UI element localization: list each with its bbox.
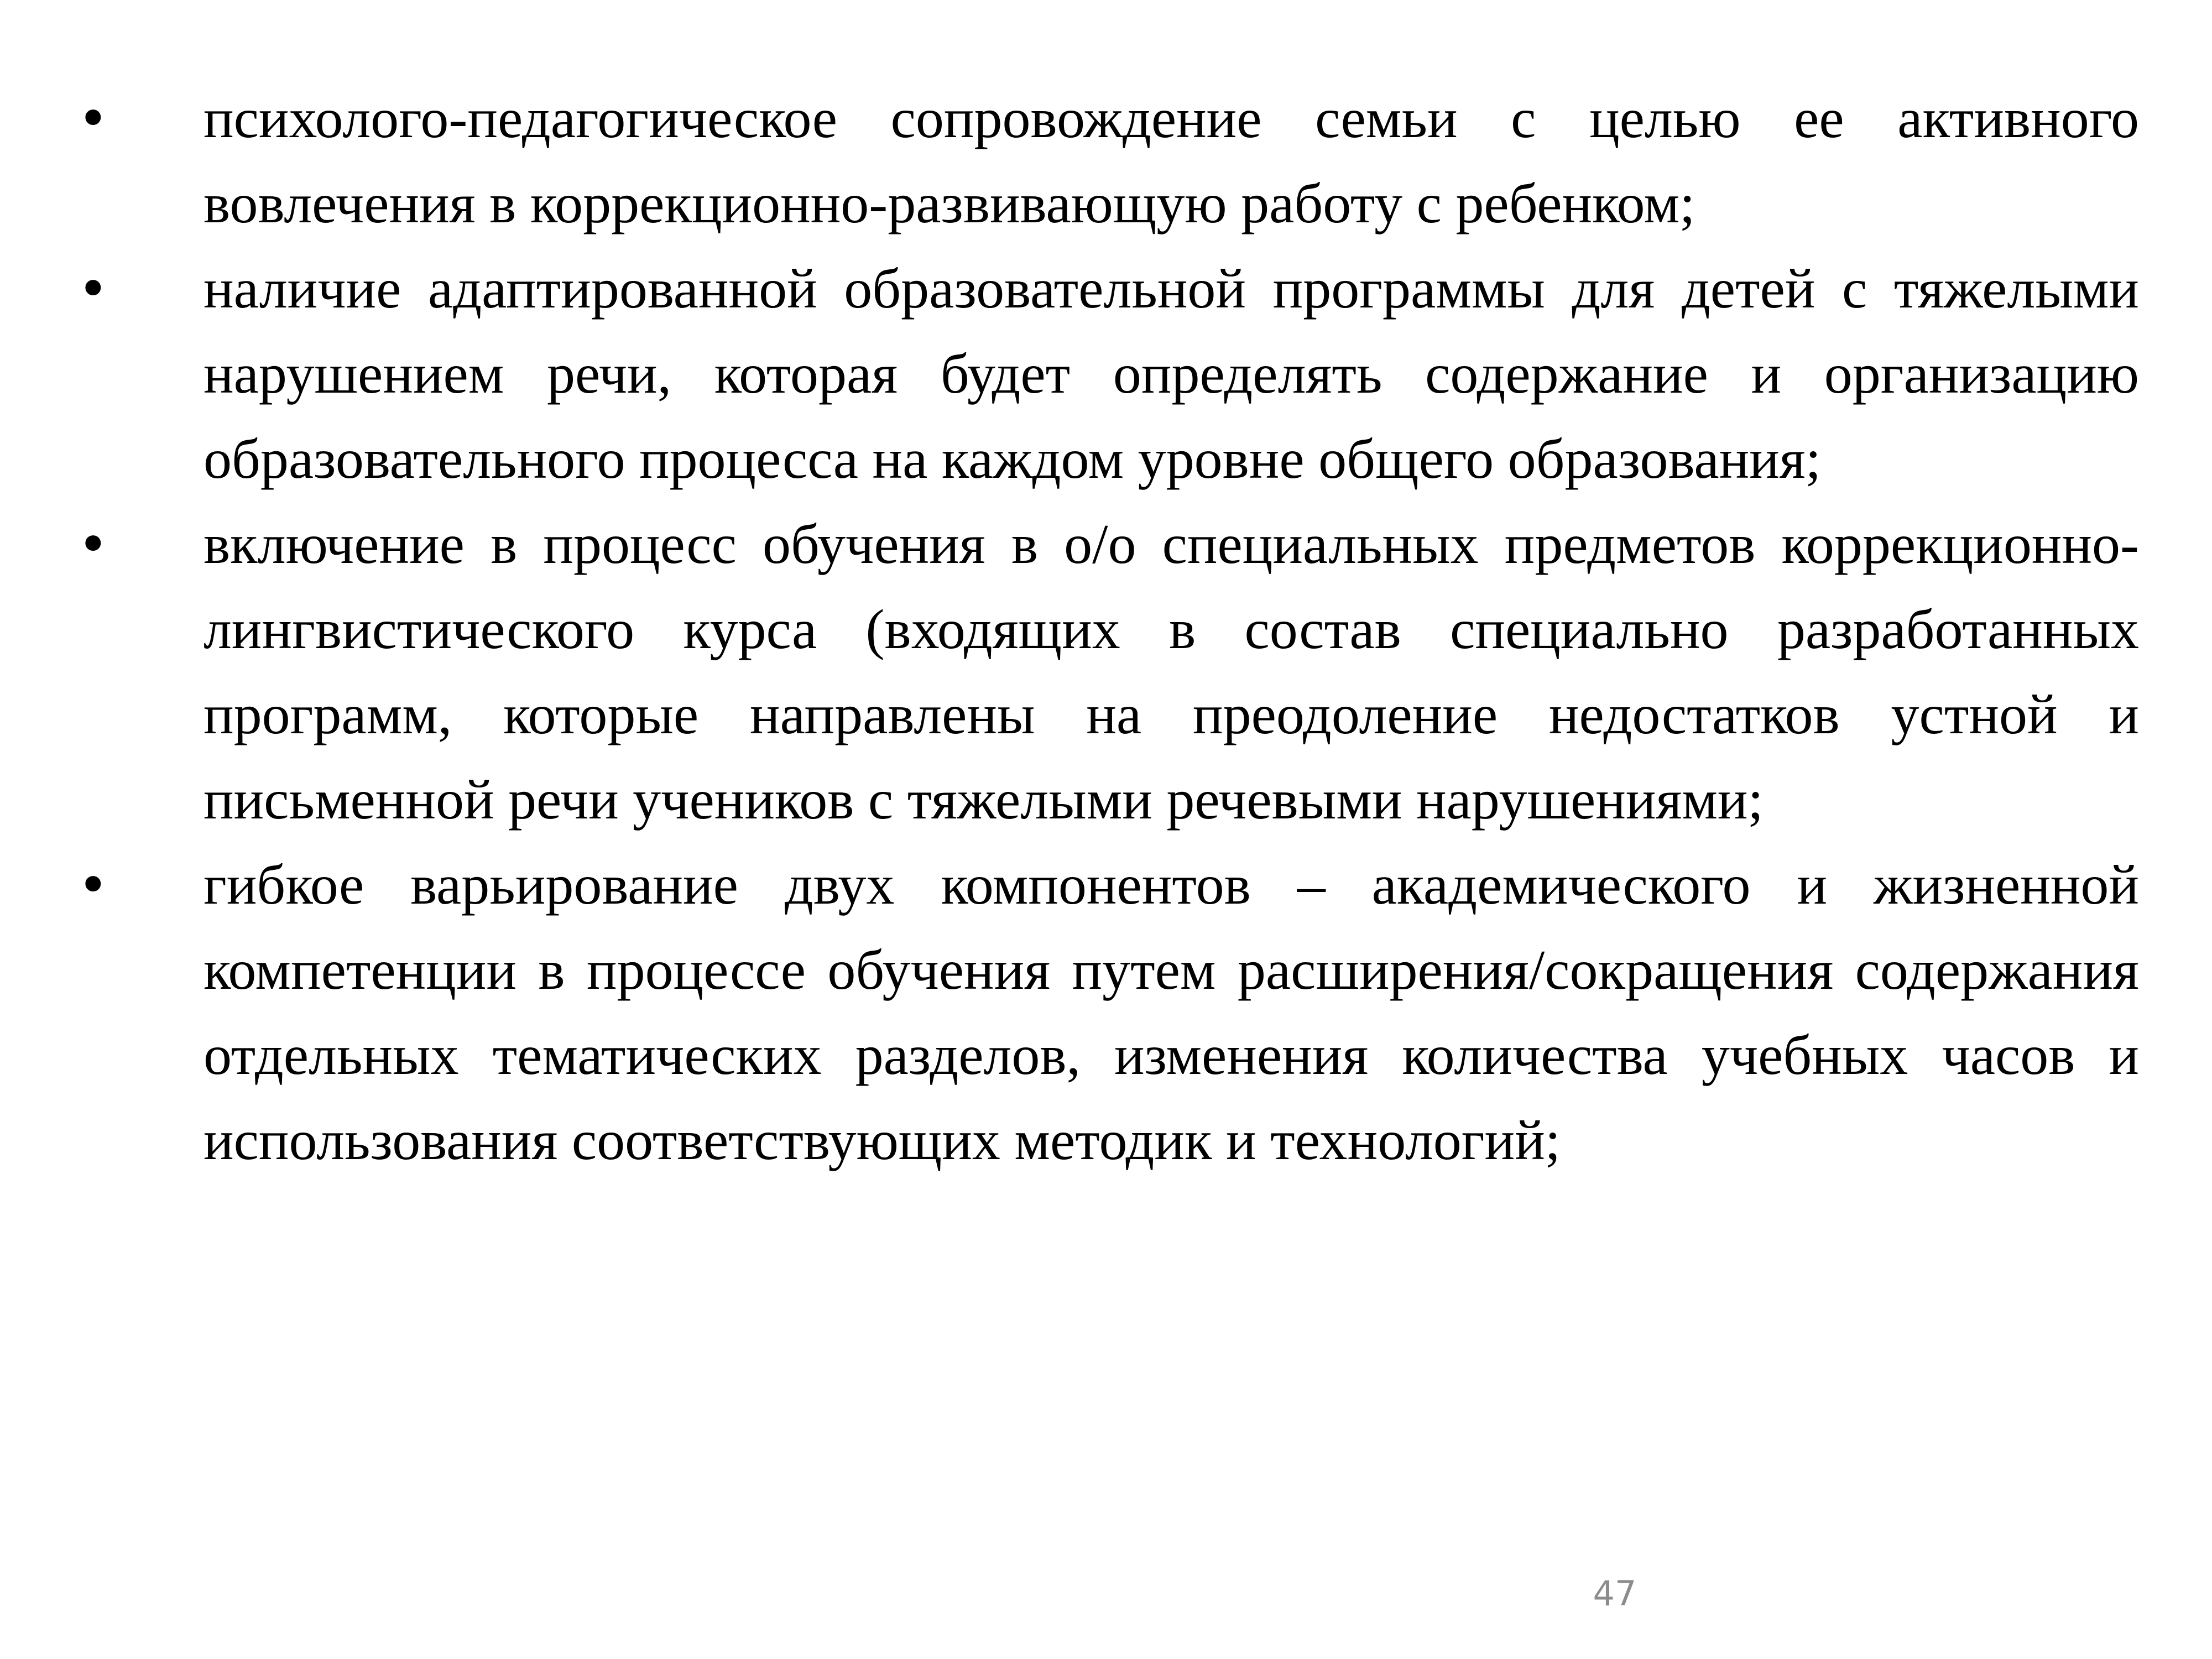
bullet-icon: •	[77, 258, 109, 320]
bullet-icon: •	[77, 88, 109, 150]
list-item	[77, 247, 2139, 502]
list-item	[77, 843, 2139, 1183]
page-number: 47	[1593, 1573, 1637, 1614]
list-item-text: наличие адаптированной образовательной программы для детей с тяжелыми нарушением речи, которая будет определять содержание и организацию образовательного процесса на каждом уровне общего образования;	[204, 258, 2139, 491]
list-item	[77, 502, 2139, 843]
bullet-list	[77, 76, 2139, 1183]
list-item-text: психолого-педагогическое сопровождение семьи с целью ее активного вовлечения в коррекционно-развивающую работу с ребенком;	[204, 87, 2139, 235]
list-item-text: включение в процесс обучения в о/о специальных предметов коррекционно-лингвистического курса (входящих в состав специально разработанных программ, которые направлены на преодоление недостатков устной и письменной речи учеников с тяжелыми речевыми нарушениями;	[204, 513, 2139, 831]
bullet-icon: •	[77, 854, 109, 916]
list-item	[77, 76, 2139, 247]
list-item-text: гибкое варьирование двух компонентов – академического и жизненной компетенции в процессе обучения путем расширения/сокращения содержания отдельных тематических разделов, изменения количества учебных часов и использования соответствующих методик и технологий;	[204, 854, 2139, 1172]
bullet-icon: •	[77, 514, 109, 576]
